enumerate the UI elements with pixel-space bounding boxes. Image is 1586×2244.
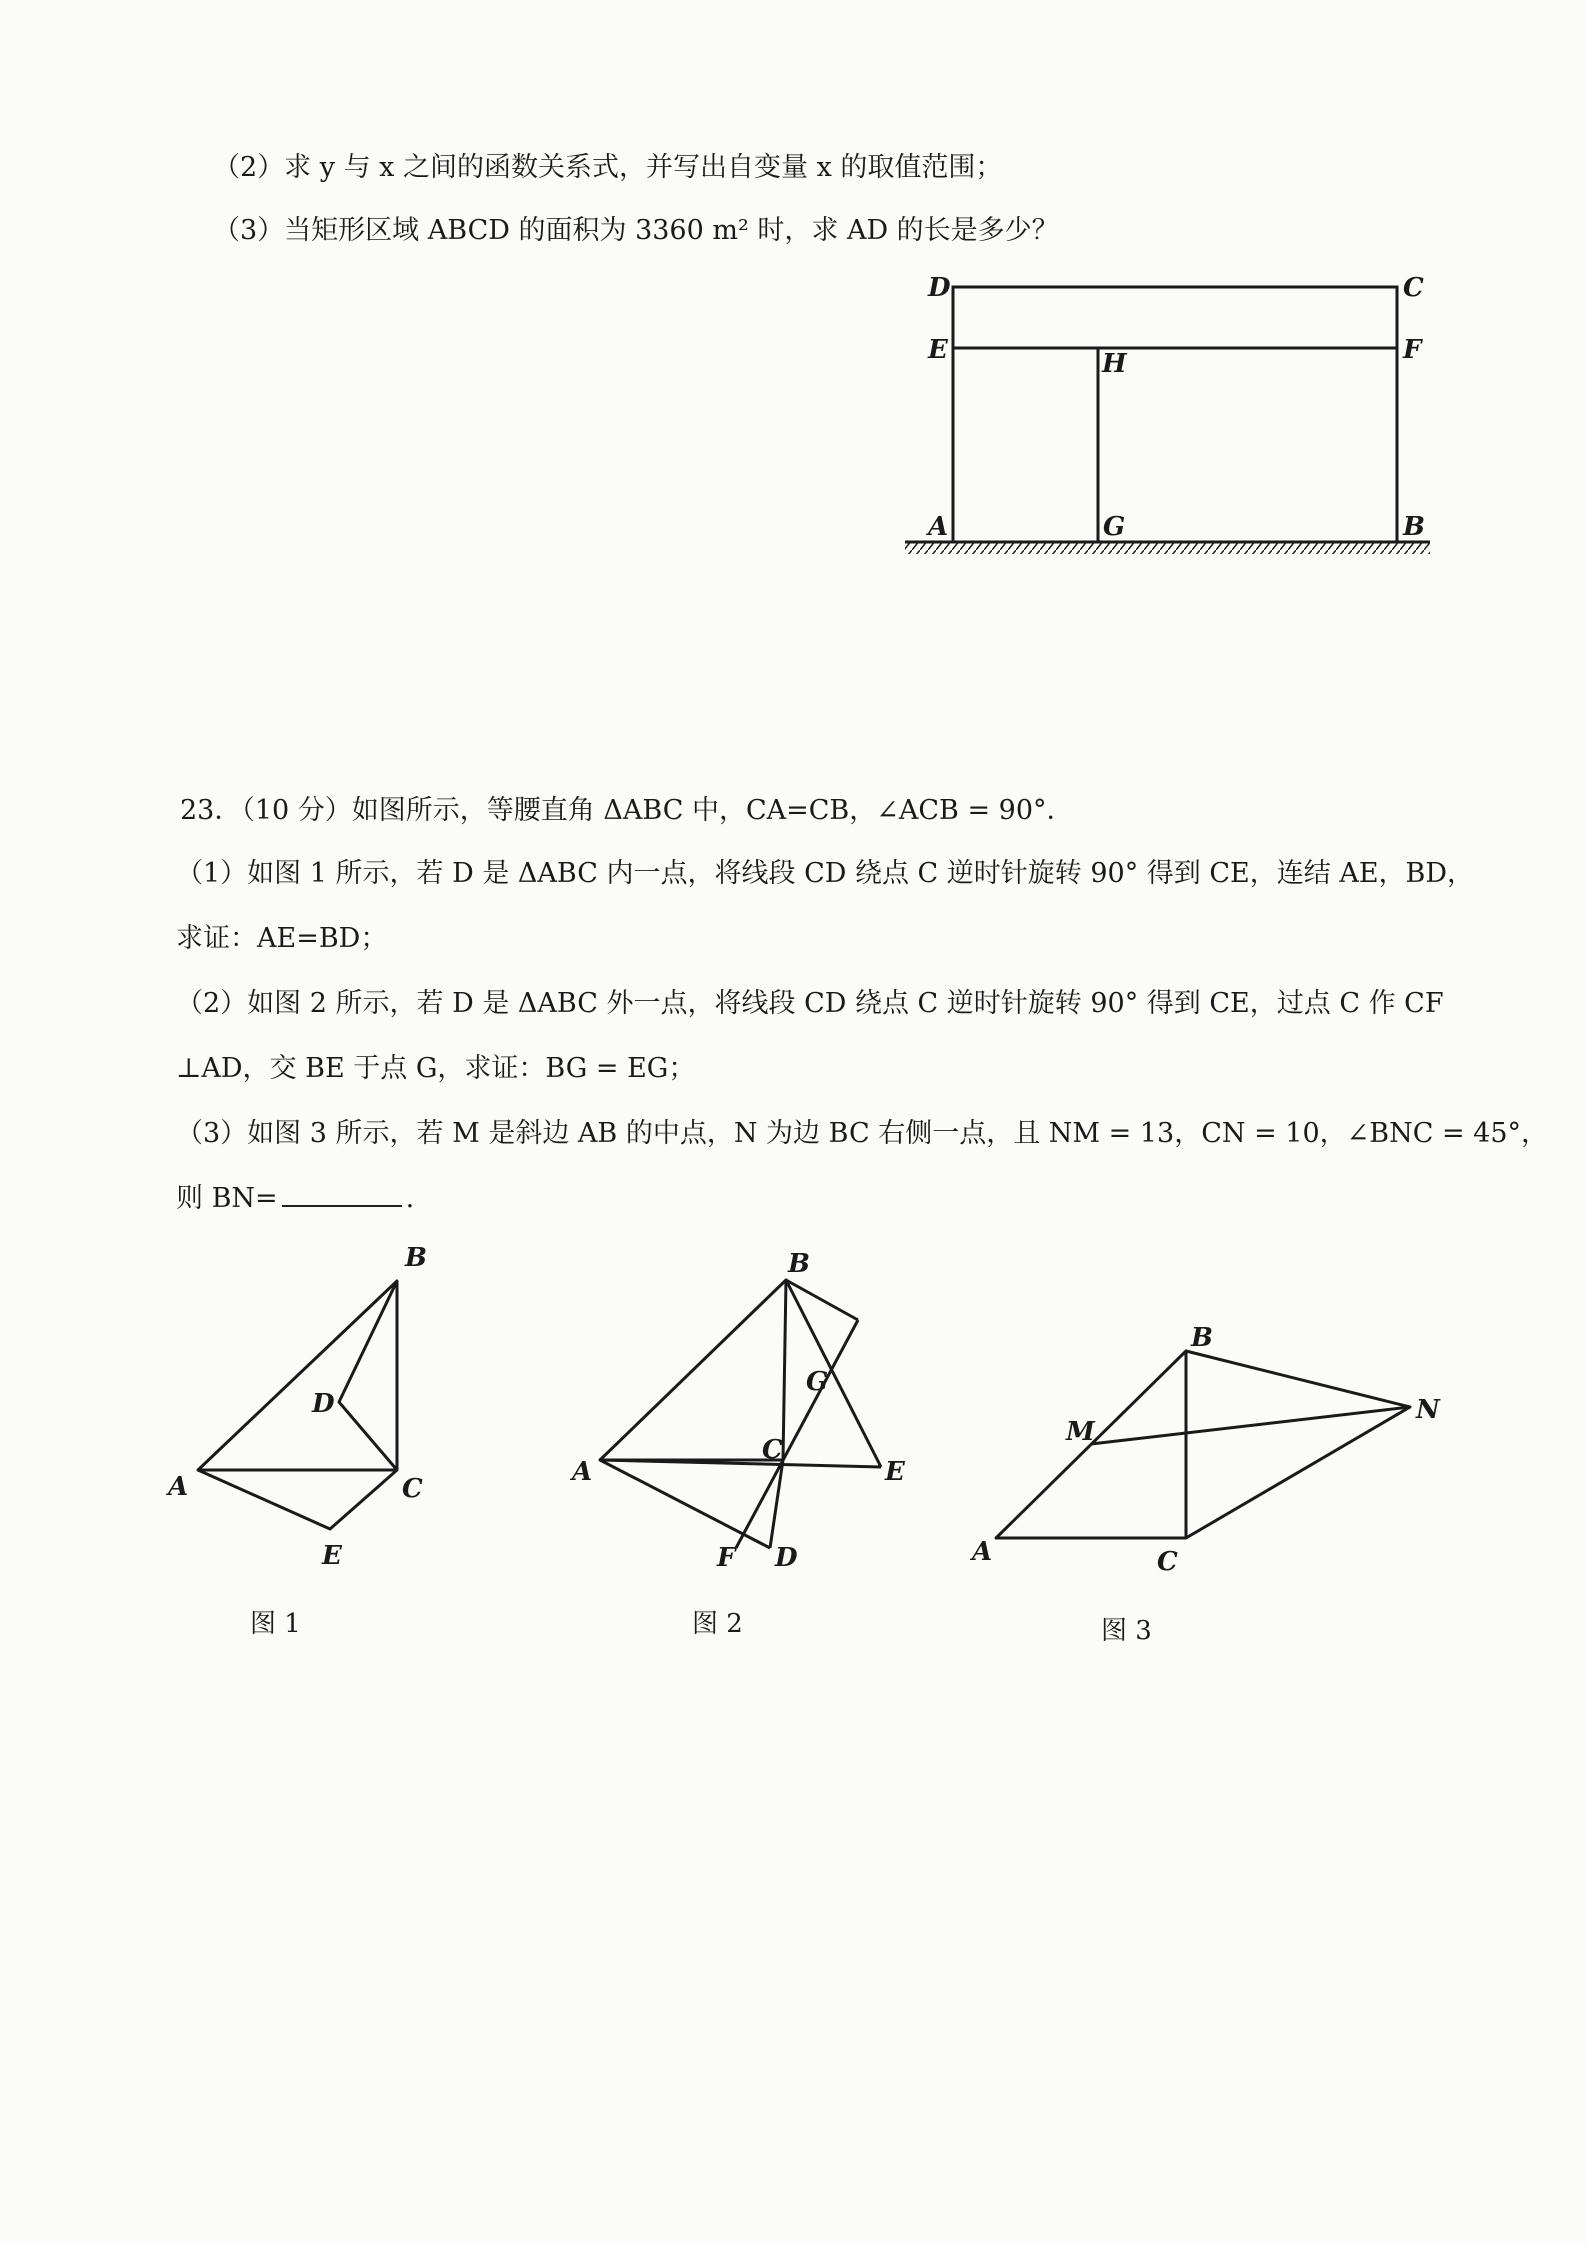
ground-hatch — [905, 542, 1430, 554]
fig1-label-D: D — [312, 1389, 335, 1419]
fig2-segment-ae — [600, 1460, 881, 1467]
fig2-label-G: G — [806, 1367, 829, 1397]
fig3-label-N: N — [1416, 1395, 1440, 1425]
q23-part2-line2: ⊥AD，交 BE 于点 G，求证：BG = EG； — [176, 1053, 696, 1084]
q22-part3: （3）当矩形区域 ABCD 的面积为 3360 m² 时，求 AD 的长是多少？ — [213, 215, 1059, 246]
q23-heading: 23．（10 分）如图所示，等腰直角 ΔABC 中，CA=CB，∠ACB = 90°． — [180, 795, 1074, 826]
fig3-label-B: B — [1191, 1323, 1213, 1353]
fig2-label-D: D — [775, 1543, 798, 1573]
fig3-caption: 图 3 — [1101, 1616, 1152, 1646]
label-F: F — [1403, 335, 1422, 365]
fig1-label-B: B — [405, 1243, 427, 1273]
fig2-label-E: E — [885, 1457, 905, 1487]
fig3-label-A: A — [972, 1537, 993, 1567]
label-D: D — [928, 273, 951, 303]
q22-part2: （2）求 y 与 x 之间的函数关系式，并写出自变量 x 的取值范围； — [213, 152, 1003, 183]
fig2-triangle-abc — [600, 1280, 786, 1460]
q23-part3-line1: （3）如图 3 所示，若 M 是斜边 AB 的中点，N 为边 BC 右侧一点，且 NM = 13，CN = 10，∠BNC = 45°， — [176, 1118, 1549, 1149]
rect-abcd — [953, 287, 1397, 542]
fig2-caption: 图 2 — [692, 1609, 743, 1639]
figure-3 — [996, 1351, 1410, 1538]
fig2-label-B: B — [788, 1249, 810, 1279]
fig1-label-E: E — [322, 1541, 342, 1571]
q23-part2-line1: （2）如图 2 所示，若 D 是 ΔABC 外一点，将线段 CD 绕点 C 逆时针旋转 90° 得到 CE，过点 C 作 CF — [176, 988, 1444, 1019]
label-G: G — [1103, 512, 1126, 542]
fig2-segment-be — [786, 1280, 881, 1467]
fig2-label-F: F — [717, 1543, 736, 1573]
fig2-segment-cd — [770, 1460, 783, 1548]
fig2-segment-ad — [600, 1460, 770, 1548]
fig1-label-A: A — [168, 1472, 189, 1502]
q23-part1-line1: （1）如图 1 所示，若 D 是 ΔABC 内一点，将线段 CD 绕点 C 逆时针旋转 90° 得到 CE，连结 AE，BD， — [176, 858, 1475, 889]
label-A: A — [928, 512, 949, 542]
fig3-segments-bnc — [1186, 1351, 1410, 1538]
fig3-label-C: C — [1157, 1547, 1178, 1577]
fig3-segment-mn — [1091, 1407, 1410, 1444]
fig1-label-C: C — [402, 1474, 423, 1504]
q23-part3-line2 — [176, 1185, 414, 1212]
fig2-segment-bk — [786, 1280, 858, 1320]
figure-2 — [600, 1280, 881, 1548]
label-C: C — [1403, 273, 1424, 303]
fig1-caption: 图 1 — [250, 1609, 301, 1639]
fig1-triangle-abc — [198, 1281, 397, 1470]
label-H: H — [1102, 349, 1127, 379]
answer-blank[interactable] — [282, 1205, 402, 1207]
q23-part1-line2: 求证：AE=BD； — [176, 923, 388, 954]
figure-1 — [198, 1281, 397, 1529]
fig2-segment-fg — [736, 1320, 858, 1548]
answer-suffix: . — [405, 1183, 415, 1214]
fig3-triangle-abc — [996, 1351, 1186, 1538]
fig1-segments-bdc — [339, 1281, 397, 1470]
label-B: B — [1403, 512, 1425, 542]
fig1-segments-aec — [198, 1470, 397, 1529]
answer-prefix: 则 BN= — [176, 1183, 278, 1214]
fig3-label-M: M — [1066, 1417, 1095, 1447]
fig2-label-C: C — [762, 1435, 783, 1465]
label-E: E — [928, 335, 948, 365]
fig2-label-A: A — [572, 1457, 593, 1487]
